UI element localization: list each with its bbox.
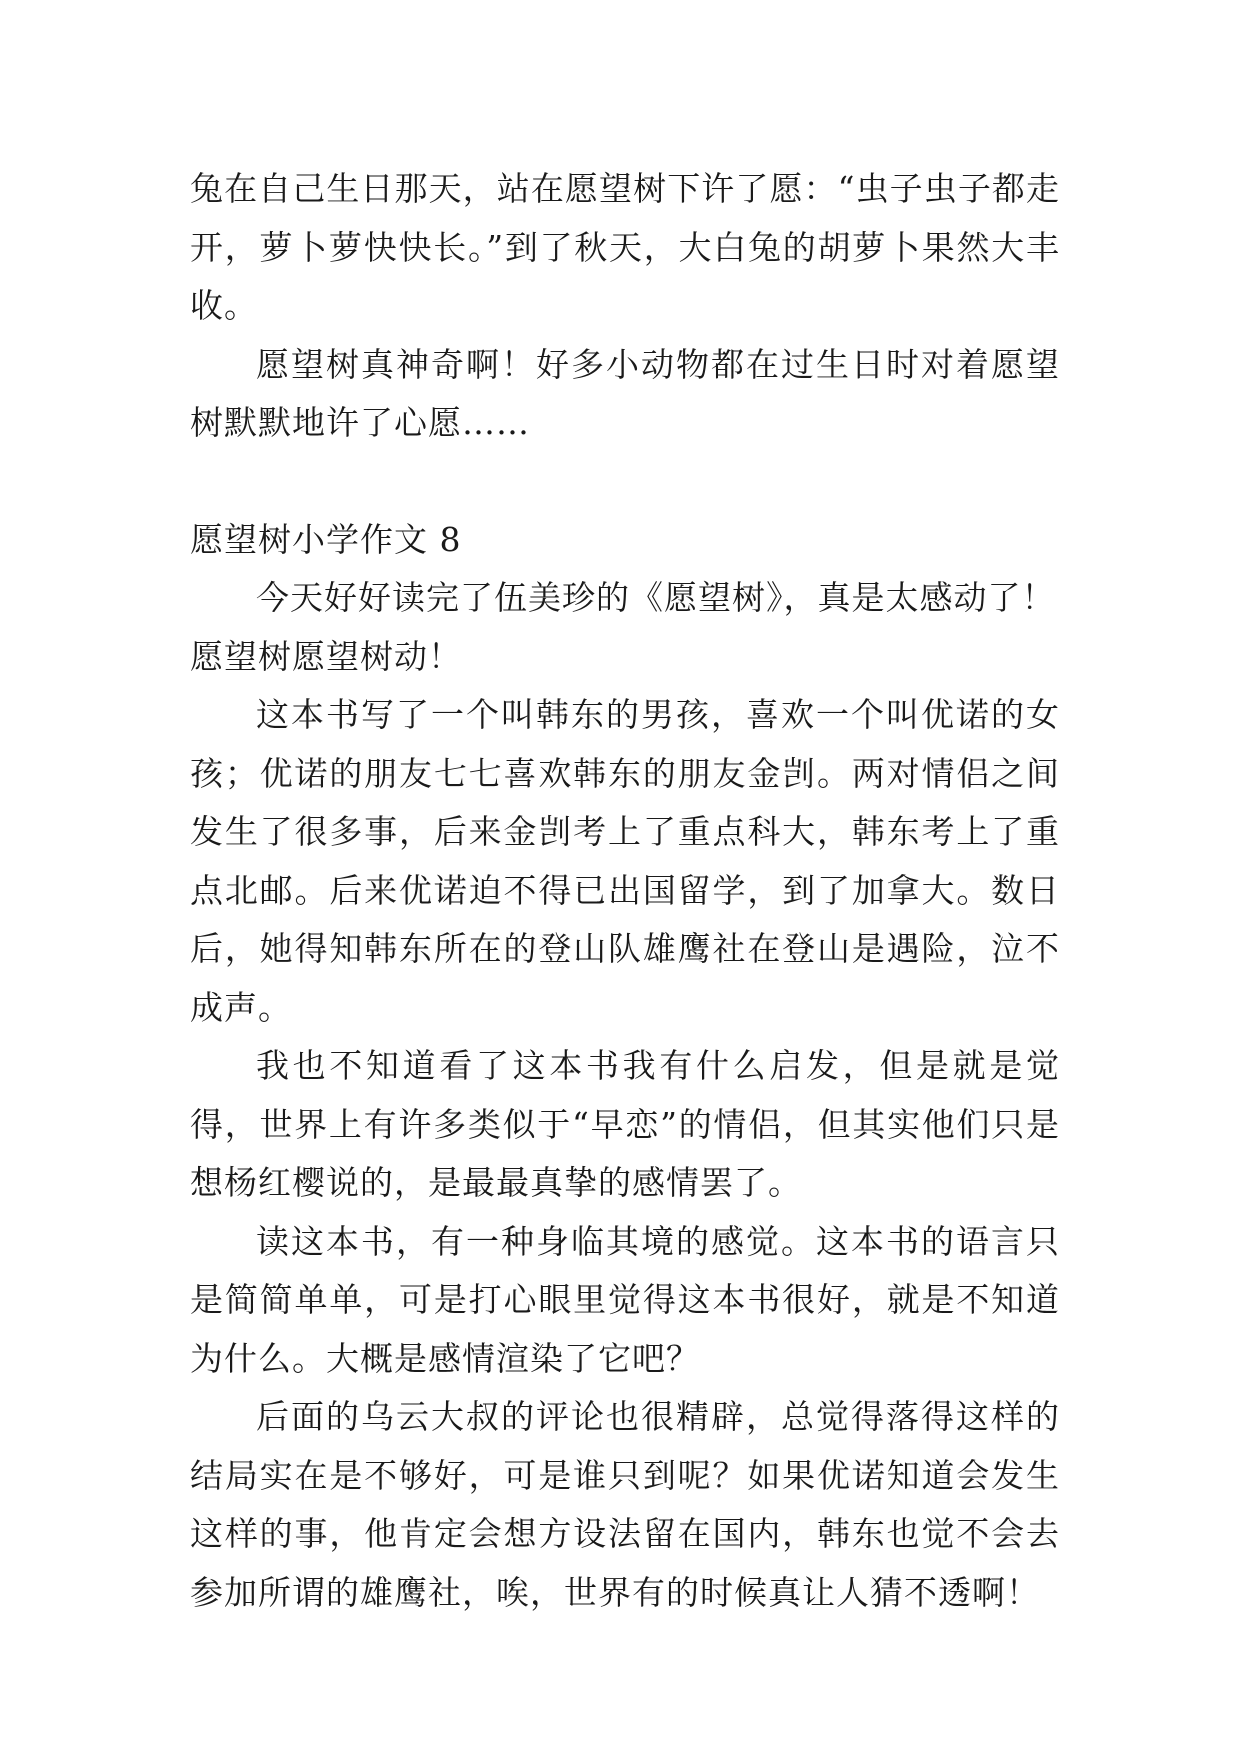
paragraph: 我也不知道看了这本书我有什么启发，但是就是觉得，世界上有许多类似于“早恋”的情侣，但其实他们只是想杨红樱说的，是最最真挚的感情罢了。 [190, 1046, 1060, 1202]
paragraph: 后面的乌云大叔的评论也很精辟，总觉得落得这样的结局实在是不够好，可是谁只到呢？如果优诺知道会发生这样的事，他肯定会想方设法留在国内，韩东也觉不会去参加所谓的雄鹰社，唉，世界有的时候真让人猜不透啊！ [190, 1397, 1060, 1612]
document-body [190, 160, 1060, 1622]
section-title: 愿望树小学作文 8 [190, 519, 462, 559]
paragraph: 这本书写了一个叫韩东的男孩，喜欢一个叫优诺的女孩；优诺的朋友七七喜欢韩东的朋友金剀。两对情侣之间发生了很多事，后来金剀考上了重点科大，韩东考上了重点北邮。后来优诺迫不得已出国留学，到了加拿大。数日后，她得知韩东所在的登山队雄鹰社在登山是遇险，泣不成声。 [190, 695, 1060, 1027]
paragraph: 今天好好读完了伍美珍的《愿望树》，真是太感动了！ [256, 578, 1056, 617]
paragraph: 愿望树愿望树动！ [190, 636, 462, 676]
paragraph: 读这本书，有一种身临其境的感觉。这本书的语言只是简简单单，可是打心眼里觉得这本书很好，就是不知道为什么。大概是感情渲染了它吧？ [190, 1221, 1060, 1378]
paragraph: 兔在自己生日那天，站在愿望树下许了愿：“虫子虫子都走开，萝卜萝快快长。”到了秋天，大白兔的胡萝卜果然大丰收。 [190, 169, 1060, 325]
paragraph: 愿望树真神奇啊！好多小动物都在过生日时对着愿望树默默地许了心愿…… [190, 344, 1060, 442]
